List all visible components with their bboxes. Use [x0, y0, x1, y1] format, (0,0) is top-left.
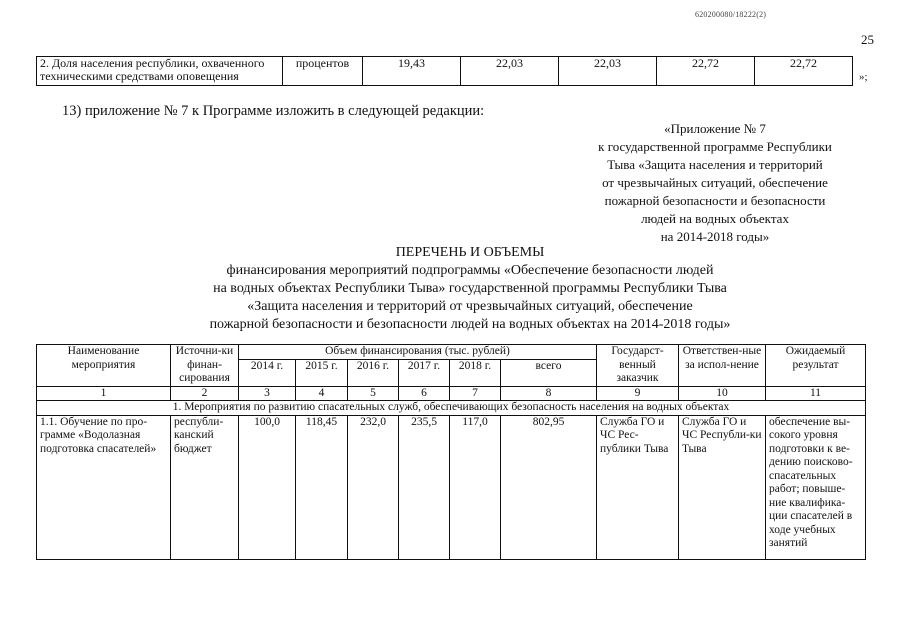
- column-number: 9: [597, 386, 679, 401]
- document-code: 620200080/18222(2): [695, 10, 767, 19]
- year-value: 117,0: [450, 415, 501, 559]
- document-title: [60, 244, 880, 334]
- header-year: 2017 г.: [399, 359, 450, 386]
- header-year: 2015 г.: [296, 359, 348, 386]
- quote-end: »;: [859, 71, 868, 83]
- table-row: [37, 57, 853, 86]
- funding-source: республи-канский бюджет: [171, 415, 239, 559]
- indicator-value: 22,03: [461, 57, 559, 86]
- column-number: 8: [501, 386, 597, 401]
- table-row: [37, 415, 866, 559]
- measure-name: 1.1. Обучение по про-грамме «Водолазная подготовка спасателей»: [37, 415, 171, 559]
- title-line: финансирования мероприятий подпрограммы «Обеспечение безопасности людей: [226, 263, 714, 278]
- header-name: Наименование мероприятия: [37, 345, 171, 387]
- header-result: Ожидаемый результат: [766, 345, 866, 387]
- column-number: 2: [171, 386, 239, 401]
- indicator-table: [36, 56, 853, 86]
- page-number: 25: [861, 32, 874, 47]
- caption-line: «Приложение № 7: [664, 121, 766, 136]
- caption-line: на 2014-2018 годы»: [660, 229, 770, 244]
- year-value: 232,0: [348, 415, 399, 559]
- title-line: пожарной безопасности и безопасности людей на водных объектах на 2014-2018 годы»: [209, 317, 731, 332]
- indicator-unit: процентов: [283, 57, 363, 86]
- title-line: «Защита населения и территорий от чрезвычайных ситуаций, обеспечение: [247, 299, 693, 314]
- header-year: 2016 г.: [348, 359, 399, 386]
- header-responsible: Ответствен-ные за испол-нение: [679, 345, 766, 387]
- responsible-executor: Служба ГО и ЧС Республи-ки Тыва: [679, 415, 766, 559]
- caption-line: от чрезвычайных ситуаций, обеспечение: [602, 175, 828, 190]
- appendix-caption: [560, 120, 870, 246]
- caption-line: к государственной программе Республики: [598, 139, 832, 154]
- total-value: 802,95: [501, 415, 597, 559]
- column-number: 7: [450, 386, 501, 401]
- indicator-value: 22,03: [559, 57, 657, 86]
- caption-line: людей на водных объектах: [641, 211, 789, 226]
- column-number-row: [37, 386, 866, 401]
- header-customer: Государст-венный заказчик: [597, 345, 679, 387]
- header-year: 2018 г.: [450, 359, 501, 386]
- title-line: на водных объектах Республики Тыва» государственной программы Республики Тыва: [213, 281, 727, 296]
- column-number: 6: [399, 386, 450, 401]
- column-number: 4: [296, 386, 348, 401]
- expected-result: обеспечение вы-сокого уровня подготовки к ве-дению поисково-спасательных работ; повыше-ние квалифика-ции спасателей в ходе учебных занятий: [766, 415, 866, 559]
- header-year: 2014 г.: [239, 359, 296, 386]
- caption-line: Тыва «Защита населения и территорий: [607, 157, 823, 172]
- section-row: [37, 401, 866, 416]
- header-volume: Объем финансирования (тыс. рублей): [239, 345, 597, 360]
- column-number: 10: [679, 386, 766, 401]
- header-source: Источни-ки финан-сирования: [171, 345, 239, 387]
- funding-table: [36, 344, 866, 560]
- caption-line: пожарной безопасности и безопасности: [604, 193, 826, 208]
- amendment-text: 13) приложение № 7 к Программе изложить в следующей редакции:: [62, 103, 485, 119]
- indicator-value: 22,72: [755, 57, 853, 86]
- column-number: 1: [37, 386, 171, 401]
- header-total: всего: [501, 359, 597, 386]
- state-customer: Служба ГО и ЧС Рес-публики Тыва: [597, 415, 679, 559]
- year-value: 235,5: [399, 415, 450, 559]
- year-value: 100,0: [239, 415, 296, 559]
- year-value: 118,45: [296, 415, 348, 559]
- indicator-value: 22,72: [657, 57, 755, 86]
- column-number: 3: [239, 386, 296, 401]
- column-number: 11: [766, 386, 866, 401]
- column-number: 5: [348, 386, 399, 401]
- section-title: 1. Мероприятия по развитию спасательных служб, обеспечивающих безопасность населения на водных объектах: [37, 401, 866, 416]
- title-line: ПЕРЕЧЕНЬ И ОБЪЕМЫ: [395, 245, 545, 260]
- indicator-name: 2. Доля населения республики, охваченного техническими средствами оповещения: [37, 57, 283, 86]
- indicator-value: 19,43: [363, 57, 461, 86]
- header-row: [37, 345, 866, 360]
